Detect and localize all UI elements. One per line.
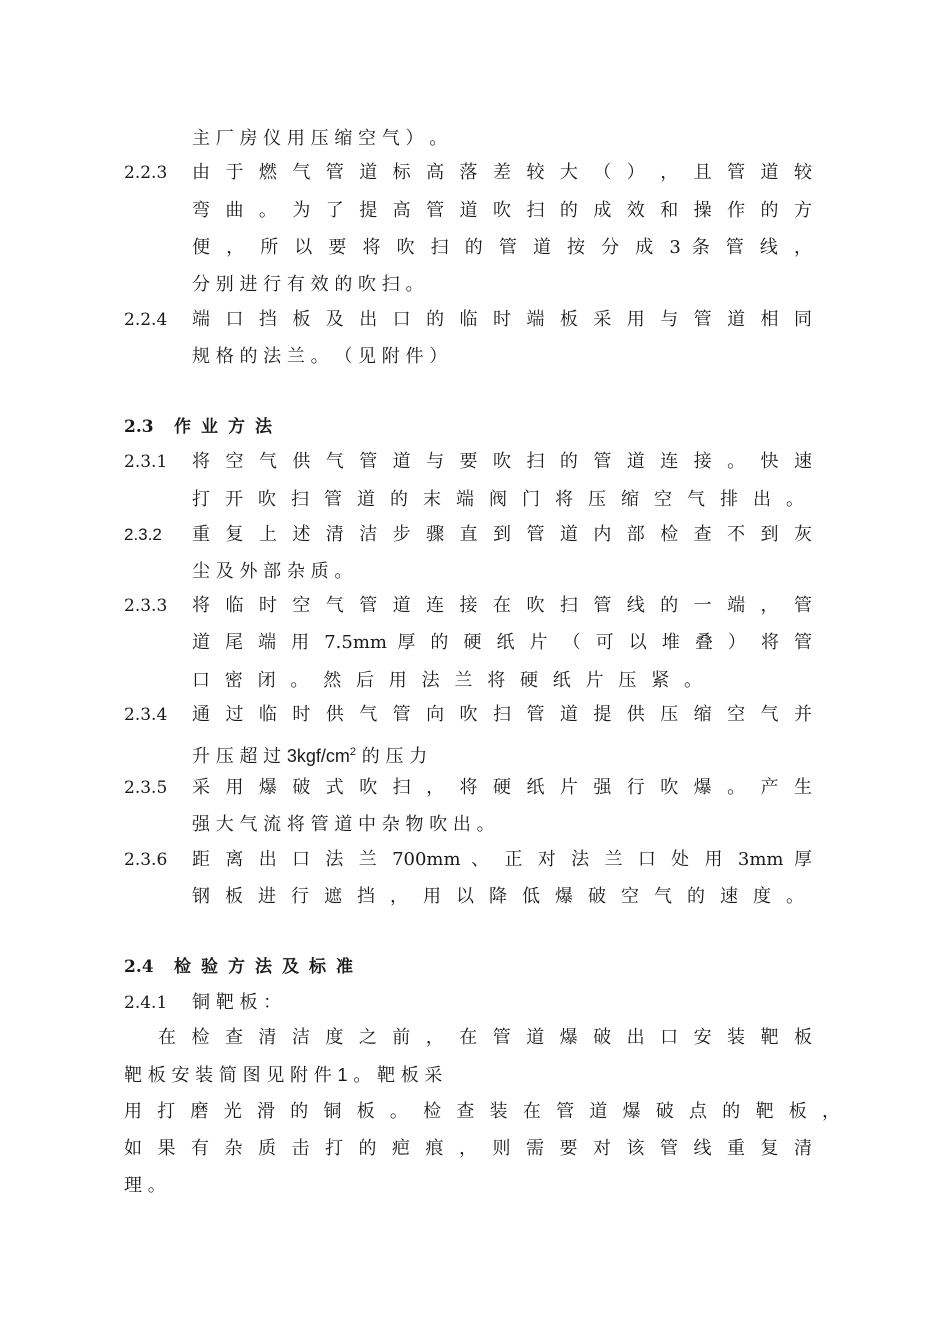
text-line: 便 ， 所 以 要 将 吹 扫 的 管 道 按 分 成 3 条 管 线 ， xyxy=(192,237,812,258)
text-line: 用 打 磨 光 滑 的 铜 板 。 检 查 装 在 管 道 爆 破 点 的 靶 板 ， xyxy=(124,1101,840,1122)
text-line: 道 尾 端 用 7.5mm 厚 的 硬 纸 片 （ 可 以 堆 叠 ） 将 管 xyxy=(192,632,812,653)
text-line xyxy=(124,1060,584,1090)
text-line: 如 果 有 杂 质 击 打 的 疤 痕 ， 则 需 要 对 该 管 线 重 复 清 xyxy=(124,1138,812,1159)
item-number: 2.4.1 xyxy=(124,993,168,1013)
text-line: 理 。 xyxy=(124,1175,166,1196)
text-segment: 升 压 超 过 xyxy=(192,746,287,767)
text-line: 打 开 吹 扫 管 道 的 末 端 阀 门 将 压 缩 空 气 排 出 。 xyxy=(192,489,804,510)
section-title: 检验方法及标准 xyxy=(174,957,363,977)
item-number: 2.3.1 xyxy=(124,452,168,472)
text-line: 重 复 上 述 清 洁 步 骤 直 到 管 道 内 部 检 查 不 到 灰 xyxy=(192,524,812,545)
section-number: 2.4 xyxy=(124,957,154,977)
text-line: 弯 曲 。 为 了 提 高 管 道 吹 扫 的 成 效 和 操 作 的 方 xyxy=(192,200,812,221)
item-number: 2.3.5 xyxy=(124,778,168,798)
item-number: 2.2.3 xyxy=(124,163,168,183)
section-heading xyxy=(124,412,282,442)
text-line: 在 检 查 清 洁 度 之 前 ， 在 管 道 爆 破 出 口 安 装 靶 板 xyxy=(158,1027,812,1048)
pressure-unit: 3kgf/cm xyxy=(286,746,350,766)
attachment-number: 1 xyxy=(337,1065,348,1085)
text-segment: 靶 板 安 装 简 图 见 附 件 xyxy=(124,1065,332,1086)
text-line: 主 厂 房 仪 用 压 缩 空 气 ） 。 xyxy=(192,128,448,149)
text-line: 钢 板 进 行 遮 挡 ， 用 以 降 低 爆 破 空 气 的 速 度 。 xyxy=(192,886,804,907)
text-line: 端 口 挡 板 及 出 口 的 临 时 端 板 采 用 与 管 道 相 同 xyxy=(192,309,812,330)
text-segment: 。 靶 板 采 xyxy=(353,1065,443,1086)
item-number: 2.3.2 xyxy=(124,525,162,544)
text-line: 采 用 爆 破 式 吹 扫 ， 将 硬 纸 片 强 行 吹 爆 。 产 生 xyxy=(192,777,812,798)
text-segment: 的 压 力 xyxy=(356,746,428,767)
text-line: 规 格 的 法 兰 。 （ 见 附 件 ） xyxy=(192,346,448,367)
text-line: 分 别 进 行 有 效 的 吹 扫 。 xyxy=(192,274,424,295)
item-number: 2.2.4 xyxy=(124,310,168,330)
text-line: 由 于 燃 气 管 道 标 高 落 差 较 大 （ ） ， 且 管 道 较 xyxy=(192,162,812,183)
section-number: 2.3 xyxy=(124,417,154,437)
item-number: 2.3.3 xyxy=(124,596,168,616)
item-label: 铜 靶 板 ： xyxy=(192,992,282,1013)
item-number: 2.3.6 xyxy=(124,850,168,870)
text-line: 通 过 临 时 供 气 管 向 吹 扫 管 道 提 供 压 缩 空 气 并 xyxy=(192,704,812,725)
superscript: 2 xyxy=(349,746,357,758)
text-line xyxy=(192,737,512,767)
text-line: 将 空 气 供 气 管 道 与 要 吹 扫 的 管 道 连 接 。 快 速 xyxy=(192,451,812,472)
text-line: 口 密 闭 。 然 后 用 法 兰 将 硬 纸 片 压 紧 。 xyxy=(192,670,702,691)
item-number: 2.3.4 xyxy=(124,705,168,725)
section-heading xyxy=(124,952,363,982)
text-line: 距 离 出 口 法 兰 700mm 、 正 对 法 兰 口 处 用 3mm 厚 xyxy=(192,849,812,870)
text-line: 将 临 时 空 气 管 道 连 接 在 吹 扫 管 线 的 一 端 ， 管 xyxy=(192,595,812,616)
text-line: 尘 及 外 部 杂 质 。 xyxy=(192,561,353,582)
text-line: 强 大 气 流 将 管 道 中 杂 物 吹 出 。 xyxy=(192,814,495,835)
section-title: 作业方法 xyxy=(174,417,282,437)
